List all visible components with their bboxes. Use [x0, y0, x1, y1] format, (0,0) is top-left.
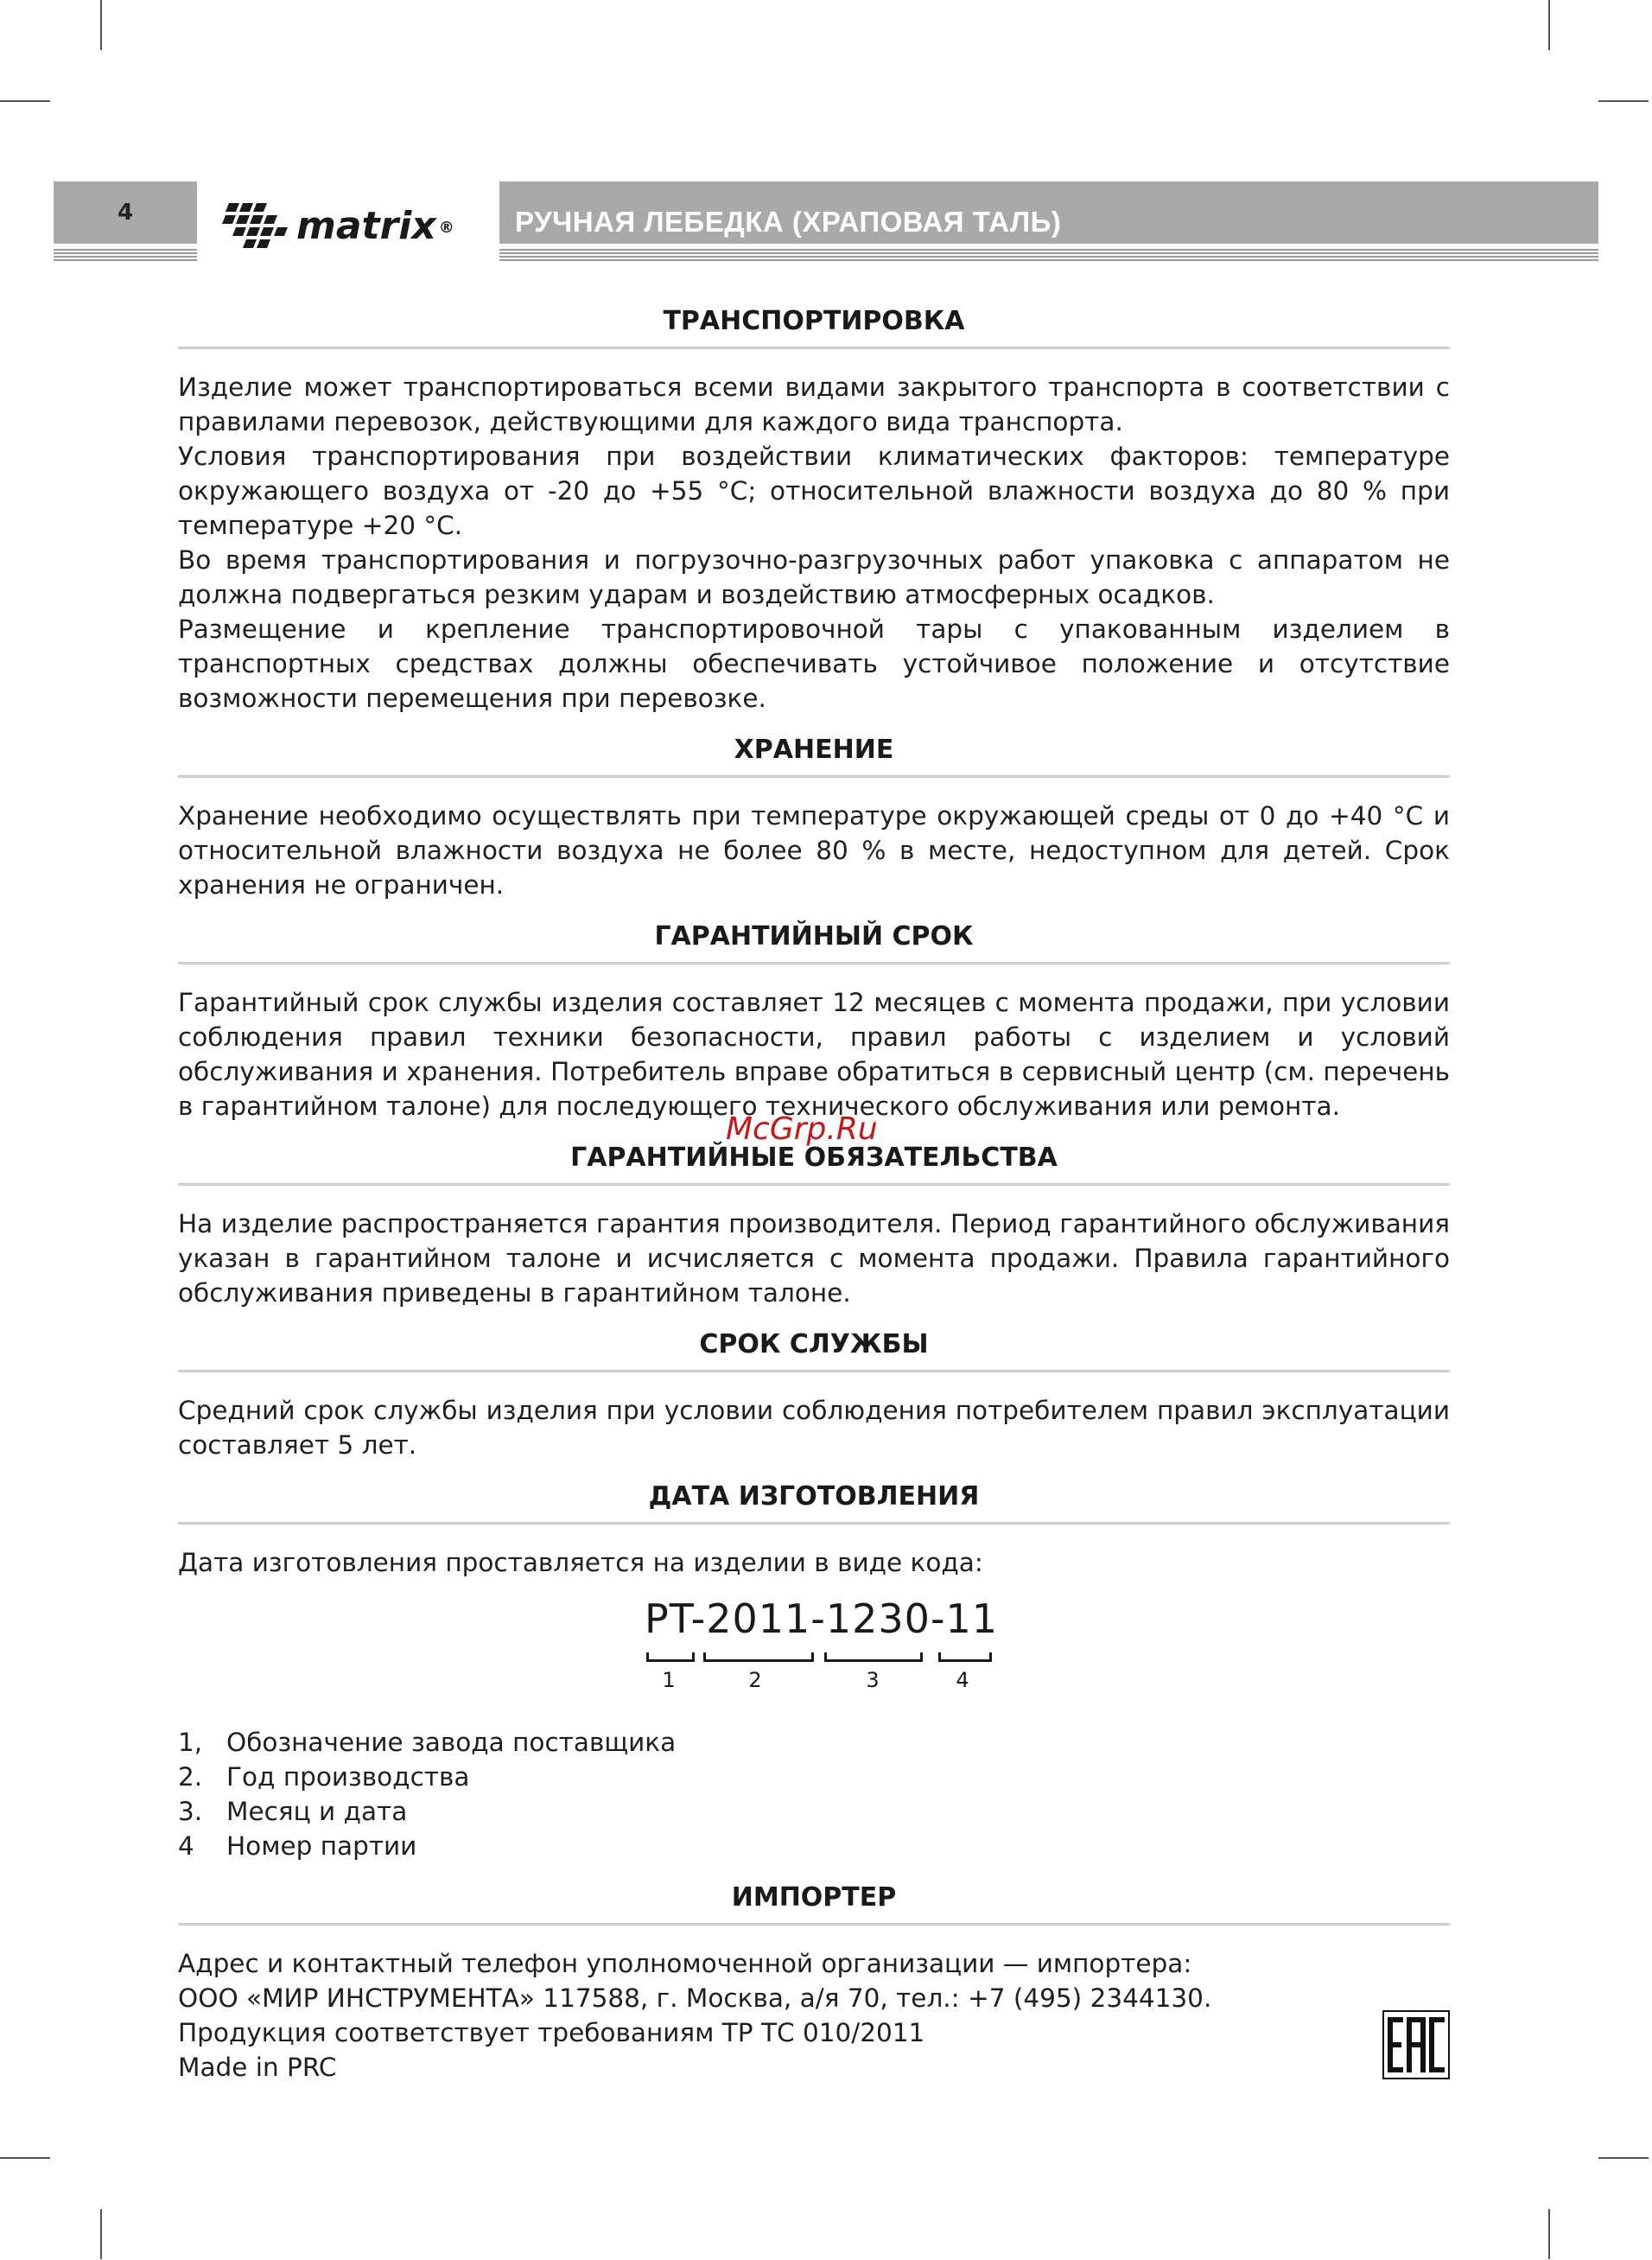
list-item: 1, Обозначение завода поставщика [178, 1728, 677, 1757]
paragraph: Изделие может транспортироваться всеми видами закрытого транспорта в соответствии с правилами перевозок, действующими для каждого вида транспорта. [178, 372, 1450, 436]
crop-mark [100, 0, 102, 50]
section-title: СРОК СЛУЖБЫ [699, 1329, 929, 1359]
crop-mark [1548, 2209, 1550, 2259]
header-title-bar [499, 181, 1598, 244]
section-divider [178, 1183, 1450, 1186]
importer-line: ООО «МИР ИНСТРУМЕНТА» 117588, г. Москва, а/я 70, тел.: +7 (495) 2344130. [178, 1983, 1212, 2013]
section-transport [178, 304, 1450, 716]
section-title: ХРАНЕНИЕ [734, 735, 894, 765]
date-code-diagram [178, 1595, 1450, 1725]
section-storage [178, 733, 1450, 902]
importer-line: Адрес и контактный телефон уполномоченной организации — импортера: [178, 1949, 1192, 1978]
crop-mark [1598, 2157, 1649, 2159]
watermark: McGrp.Ru [726, 1111, 878, 1147]
section-divider [178, 962, 1450, 964]
paragraph: Средний срок службы изделия при условии соблюдения потребителем правил эксплуатации составляет 5 лет. [178, 1396, 1450, 1460]
importer-line: Продукция соответствует требованиям ТР ТС 010/2011 [178, 2018, 925, 2047]
list-item: 2. Год производства [178, 1762, 470, 1792]
section-service-life [178, 1327, 1450, 1462]
crop-mark [100, 2209, 102, 2259]
brand-name: matrix ® [296, 204, 454, 248]
page-number: 4 [117, 200, 134, 226]
document-title: РУЧНАЯ ЛЕБЕДКА (ХРАПОВАЯ ТАЛЬ) [515, 206, 1062, 238]
importer-line: Made in PRC [178, 2053, 337, 2082]
section-title: ГАРАНТИЙНЫЕ ОБЯЗАТЕЛЬСТВА [570, 1143, 1058, 1173]
section-divider [178, 1522, 1450, 1525]
brand-logo [220, 197, 480, 256]
section-divider [178, 775, 1450, 778]
crop-mark [1548, 0, 1550, 50]
code-bracket [824, 1652, 923, 1662]
header-stripes [499, 249, 1598, 261]
section-title: ИМПОРТЕР [731, 1882, 897, 1913]
section-divider [178, 1370, 1450, 1372]
date-code: PT-2011-1230-11 [645, 1595, 999, 1642]
paragraph: Дата изготовления проставляется на изделии в виде кода: [178, 1548, 983, 1577]
code-label: 2 [748, 1668, 762, 1692]
section-manufacture-date [178, 1480, 1450, 1863]
section-title: ТРАНСПОРТИРОВКА [663, 306, 965, 336]
code-label: 4 [956, 1668, 969, 1692]
page-number-box [54, 181, 197, 244]
paragraph: Во время транспортирования и погрузочно-разгрузочных работ упаковка с аппаратом не должна подвергаться резким ударам и воздействию атмосферных осадков. [178, 545, 1450, 609]
list-item: 4 Номер партии [178, 1831, 417, 1861]
eac-mark-icon [1382, 2010, 1450, 2079]
section-title: ДАТА ИЗГОТОВЛЕНИЯ [648, 1481, 980, 1512]
code-bracket [938, 1652, 992, 1662]
crop-mark [0, 100, 50, 102]
section-importer [178, 1881, 1450, 2085]
code-label: 3 [866, 1668, 880, 1692]
page-content [178, 304, 1450, 2102]
section-warranty-obligations [178, 1141, 1450, 1310]
paragraph: Хранение необходимо осуществлять при температуре окружающей среды от 0 до +40 °C и относительной влажности воздуха не более 80 % в месте, недоступном для детей. Срок хранения не ограничен. [178, 801, 1450, 900]
list-item: 3. Месяц и дата [178, 1797, 408, 1826]
paragraph: Условия транспортирования при воздействии климатических факторов: температуре окружающего воздуха от -20 до +55 °C; относительной влажности воздуха до 80 % при температуре +20 °C. [178, 442, 1450, 540]
crop-mark [1598, 100, 1649, 102]
crop-mark [0, 2157, 50, 2159]
section-divider [178, 1923, 1450, 1926]
paragraph: Гарантийный срок службы изделия составляет 12 месяцев с момента продажи, при условии соблюдения правил техники безопасности, правил работы с изделием и условий обслуживания и хранения. Потребитель вправе обратиться в сервисный центр (см. перечень в гарантийном талоне) для последующего технического обслуживания или ремонта. [178, 988, 1450, 1121]
section-divider [178, 347, 1450, 349]
code-label: 1 [662, 1668, 676, 1692]
section-title: ГАРАНТИЙНЫЙ СРОК [654, 921, 974, 952]
paragraph: Размещение и крепление транспортировочной тары с упакованным изделием в транспортных средствах должны обеспечивать устойчивое положение и отсутствие возможности перемещения при перевозке. [178, 614, 1450, 713]
paragraph: На изделие распространяется гарантия производителя. Период гарантийного обслуживания указан в гарантийном талоне и исчисляется с момента продажи. Правила гарантийного обслуживания приведены в гарантийном талоне. [178, 1209, 1450, 1308]
code-legend-list [178, 1725, 1450, 1863]
section-warranty-period [178, 920, 1450, 1124]
code-bracket [646, 1652, 695, 1662]
matrix-logo-icon [220, 200, 291, 253]
code-bracket [703, 1652, 814, 1662]
header-stripes [54, 249, 197, 261]
